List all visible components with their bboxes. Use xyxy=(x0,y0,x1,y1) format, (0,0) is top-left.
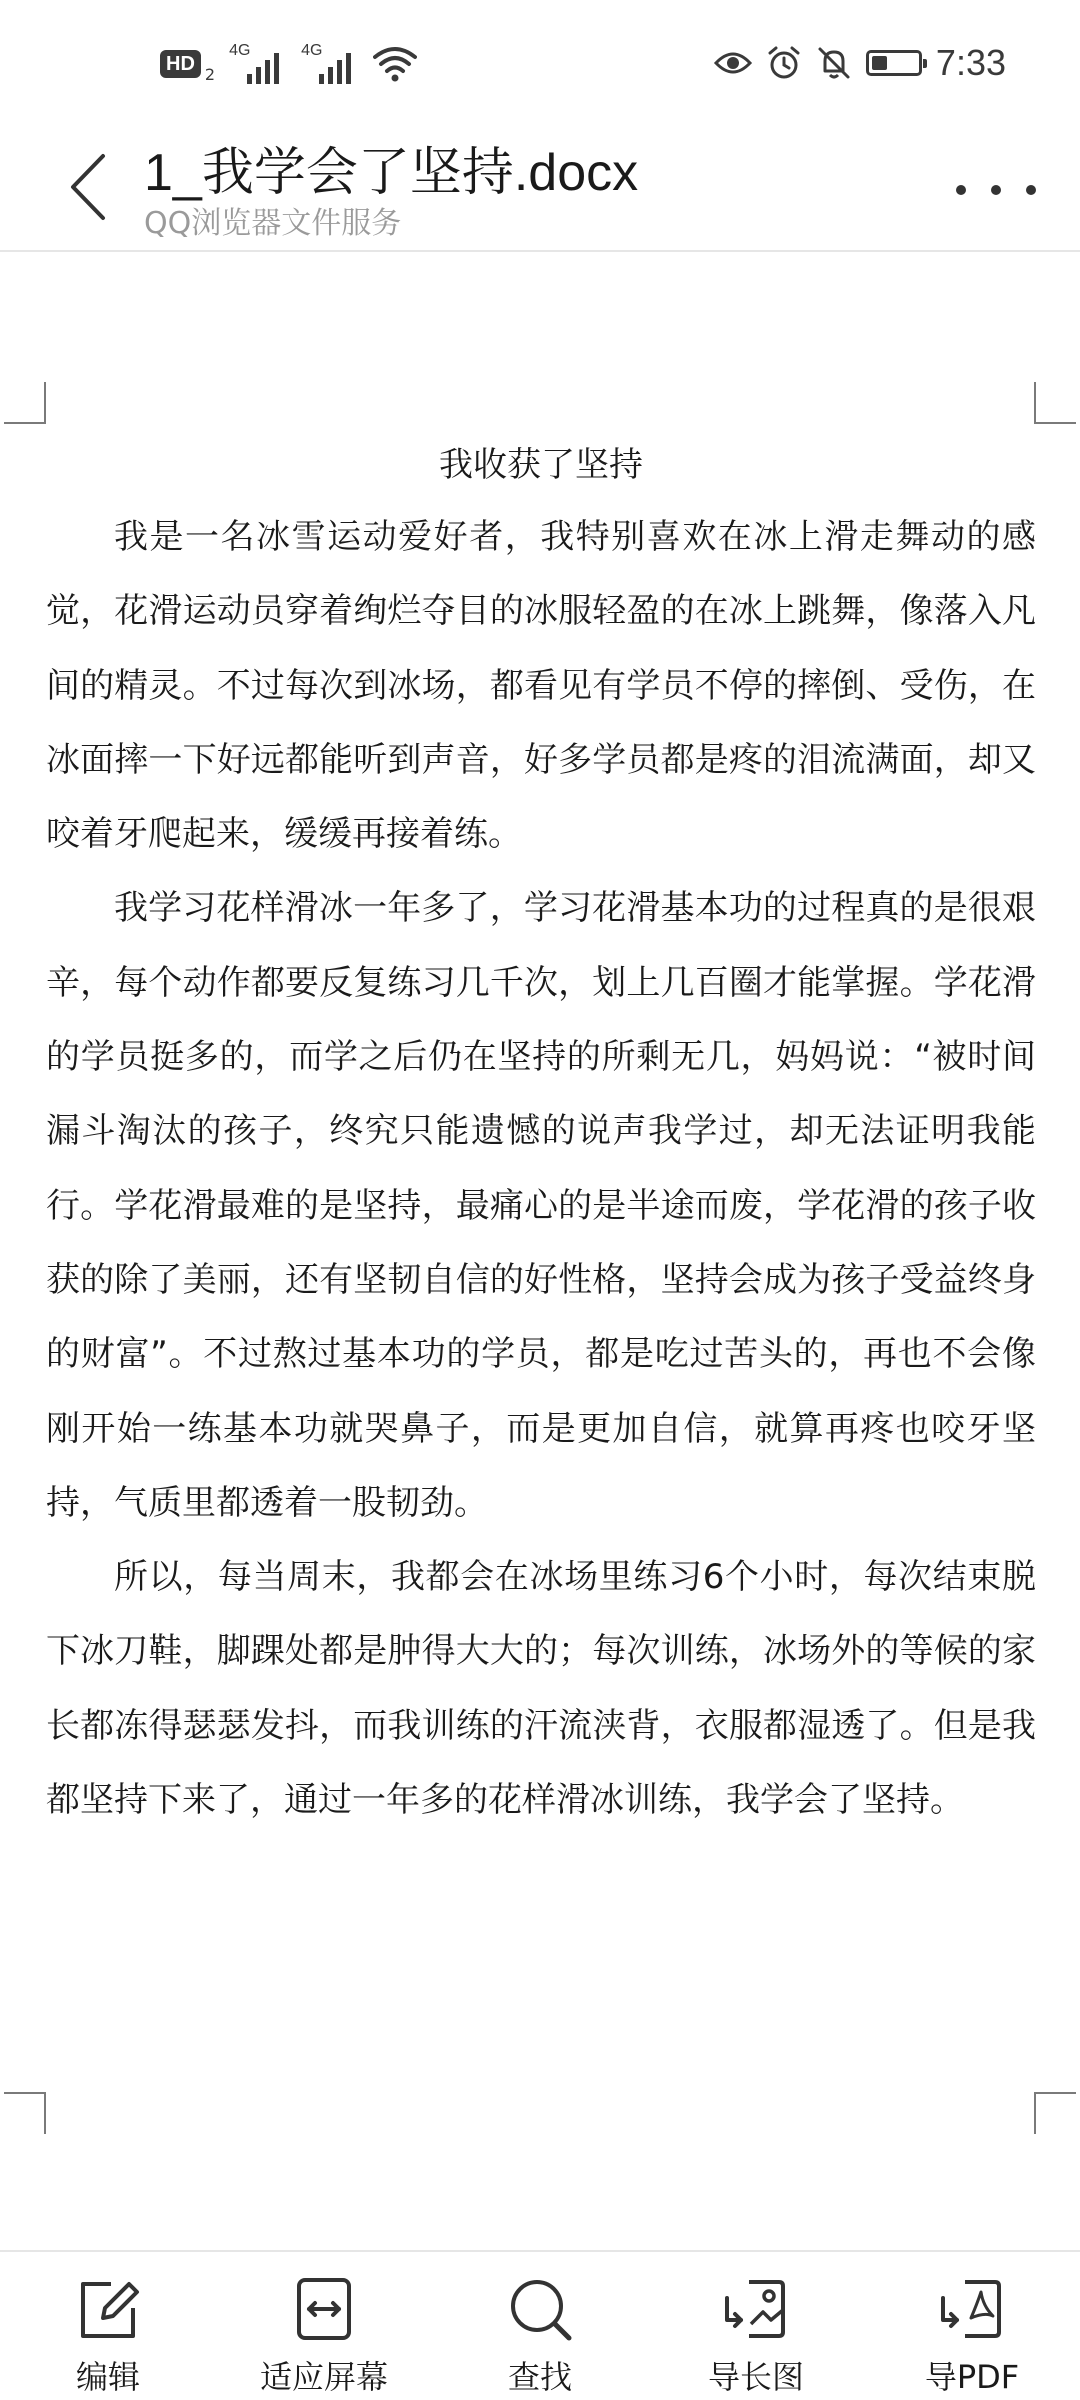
back-button[interactable] xyxy=(52,142,122,232)
export-pdf-icon xyxy=(937,2274,1007,2344)
document-source-subtitle: QQ浏览器文件服务 xyxy=(144,206,402,241)
more-dot-icon xyxy=(1026,185,1036,195)
page-corner-mark-bottom-right xyxy=(1034,2092,1076,2134)
app-header xyxy=(0,120,1080,252)
battery-icon xyxy=(866,50,922,76)
fit-screen-button-label: 适应屏幕 xyxy=(259,2358,388,2396)
more-dot-icon xyxy=(956,185,966,195)
mute-bell-icon xyxy=(816,45,852,81)
signal-1-label: 4G xyxy=(229,42,251,59)
alarm-icon xyxy=(766,45,802,81)
more-options-button[interactable] xyxy=(956,160,1036,220)
wifi-icon xyxy=(373,45,417,83)
essay-title: 我收获了坚持 xyxy=(439,445,643,485)
status-time: 7:33 xyxy=(935,42,1006,83)
hd-sub-label: 2 xyxy=(204,65,216,84)
export-long-image-icon xyxy=(721,2274,791,2344)
hd-badge: HD xyxy=(160,50,201,78)
essay-body xyxy=(46,430,1036,1837)
fit-screen-icon xyxy=(289,2274,359,2344)
chevron-left-icon xyxy=(67,152,107,222)
search-button-label: 查找 xyxy=(507,2358,572,2396)
document-viewer[interactable] xyxy=(0,252,1080,2250)
search-icon xyxy=(505,2274,575,2344)
search-button[interactable] xyxy=(432,2252,648,2400)
edit-icon xyxy=(73,2274,143,2344)
page-corner-mark-bottom-left xyxy=(4,2092,46,2134)
battery-fill xyxy=(872,56,887,70)
export-pdf-button[interactable] xyxy=(864,2252,1080,2400)
export-long-image-button[interactable] xyxy=(648,2252,864,2400)
page-corner-mark-top-left xyxy=(4,382,46,424)
status-right-group xyxy=(714,42,1006,84)
essay-paragraph: 我是一名冰雪运动爱好者，我特别喜欢在冰上滑走舞动的感觉，花滑运动员穿着绚烂夺目的冰服轻盈的在冰上跳舞，像落入凡间的精灵。不过每次到冰场，都看见有学员不停的摔倒、受伤，在冰面摔一下好远都能听到声音，好多学员都是疼的泪流满面，却又咬着牙爬起来，缓缓再接着练。 xyxy=(46,517,1036,855)
export-long-image-button-label: 导长图 xyxy=(707,2358,804,2396)
more-dot-icon xyxy=(991,185,1001,195)
bottom-toolbar xyxy=(0,2250,1080,2400)
fit-screen-button[interactable] xyxy=(216,2252,432,2400)
edit-button-label: 编辑 xyxy=(75,2358,140,2396)
signal-2-icon xyxy=(301,44,359,84)
export-pdf-button-label: 导PDF xyxy=(924,2358,1020,2396)
eye-icon xyxy=(714,48,752,78)
essay-paragraph: 所以，每当周末，我都会在冰场里练习6个小时，每次结束脱下冰刀鞋，脚踝处都是肿得大大的；每次训练，冰场外的等候的家长都冻得瑟瑟发抖，而我训练的汗流浃背，衣服都湿透了。但是我都坚持下来了，通过一年多的花样滑冰训练，我学会了坚持。 xyxy=(46,1557,1036,1821)
essay-paragraph: 我学习花样滑冰一年多了，学习花滑基本功的过程真的是很艰辛，每个动作都要反复练习几千次，划上几百圈才能掌握。学花滑的学员挺多的，而学之后仍在坚持的所剩无几，妈妈说：“被时间漏斗淘汰的孩子，终究只能遗憾的说声我学过，却无法证明我能行。学花滑最难的是坚持，最痛心的是半途而废，学花滑的孩子收获的除了美丽，还有坚韧自信的好性格，坚持会成为孩子受益终身的财富”。不过熬过基本功的学员，都是吃过苦头的，再也不会像刚开始一练基本功就哭鼻子，而是更加自信，就算再疼也咬牙坚持，气质里都透着一股韧劲。 xyxy=(46,888,1036,1523)
edit-button[interactable] xyxy=(0,2252,216,2400)
signal-2-label: 4G xyxy=(301,42,323,59)
status-left-group xyxy=(160,44,417,84)
signal-1-icon xyxy=(229,44,287,84)
status-bar xyxy=(0,0,1080,120)
page-corner-mark-top-right xyxy=(1034,382,1076,424)
document-file-title: 1_我学会了坚持.docx xyxy=(144,144,639,202)
